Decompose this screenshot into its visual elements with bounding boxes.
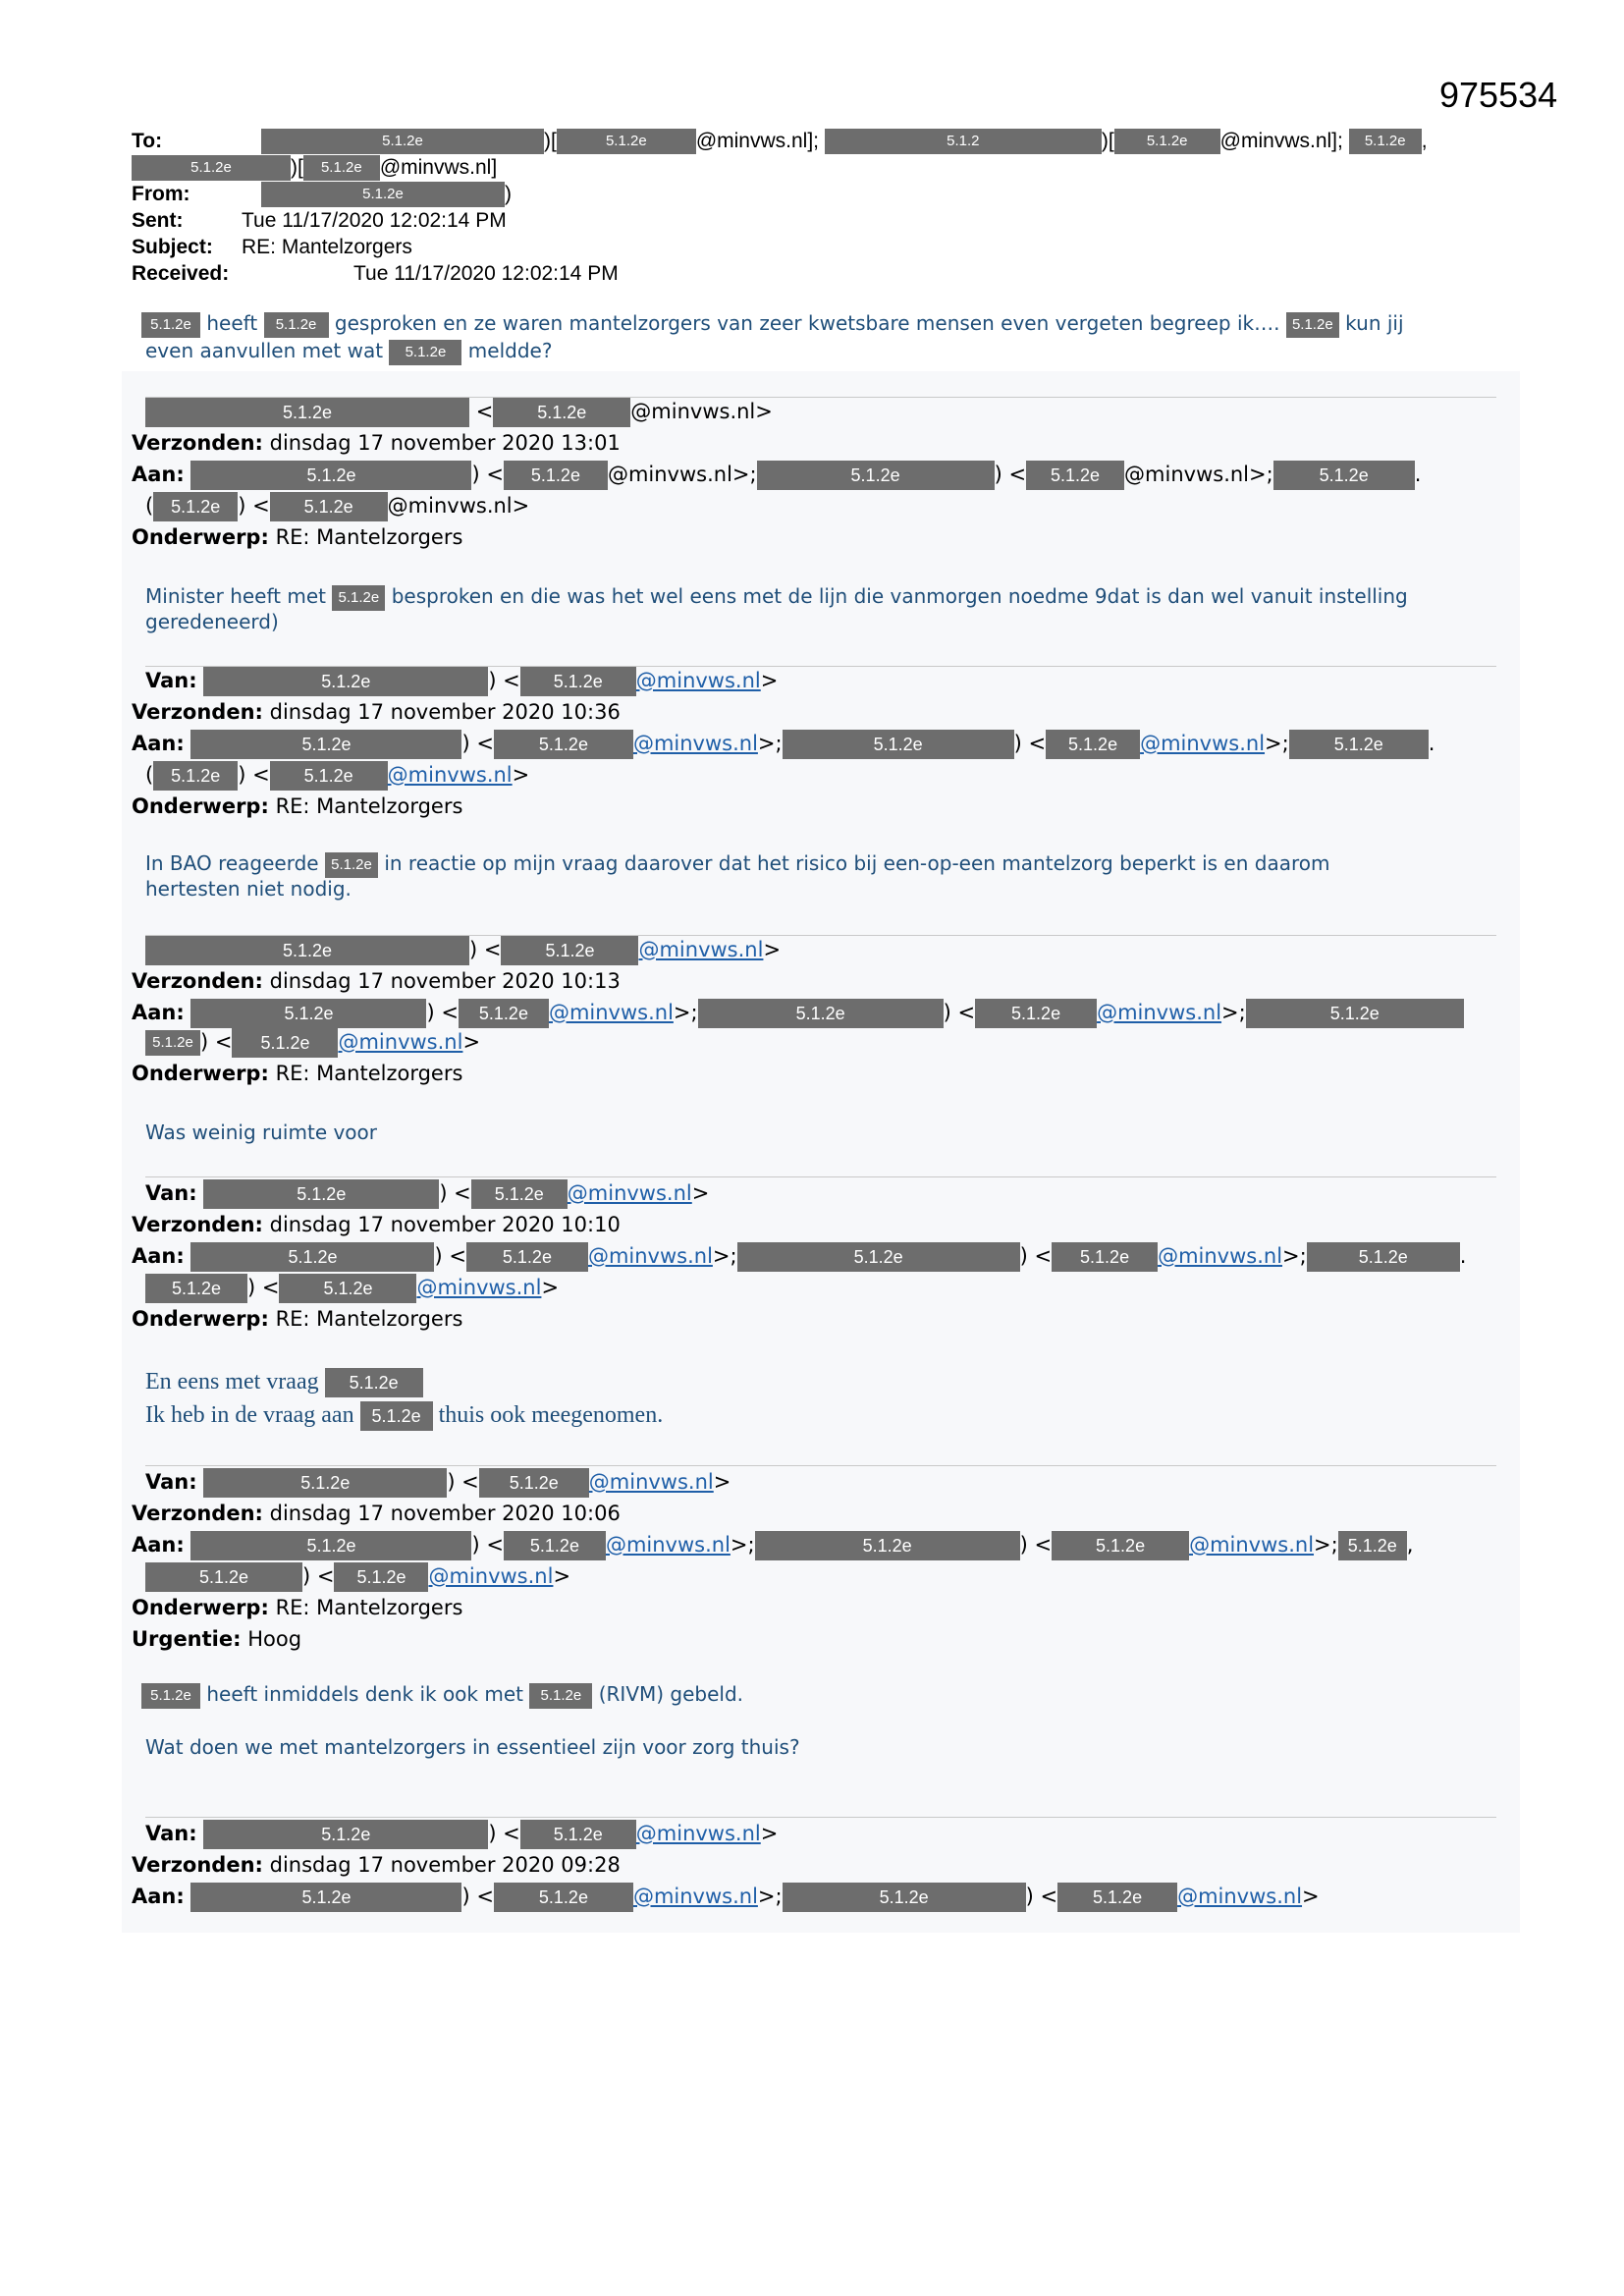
- redaction: 5.1.2: [825, 129, 1102, 154]
- redaction: 5.1.2e: [145, 1030, 200, 1056]
- redaction: 5.1.2e: [203, 1179, 439, 1209]
- separator: [145, 1465, 1496, 1466]
- from-row: From: 5.1.2e ): [132, 181, 1428, 207]
- redaction: 5.1.2e: [153, 492, 238, 521]
- aan-row: Aan: 5.1.2e ) < 5.1.2e @minvws.nl>; 5.1.2e ) < 5.1.2e @minvws.nl>: [132, 1882, 1320, 1912]
- redaction: 5.1.2e: [504, 461, 608, 490]
- redaction: 5.1.2e: [783, 730, 1014, 759]
- redaction: 5.1.2e: [493, 398, 630, 427]
- redaction: 5.1.2e: [501, 936, 638, 965]
- redaction: 5.1.2e: [145, 1562, 302, 1592]
- message-body: Wat doen we met mantelzorgers in essentieel zijn voor zorg thuis?: [145, 1735, 800, 1759]
- redaction: 5.1.2e: [459, 999, 549, 1028]
- message-body: 5.1.2e heeft 5.1.2e gesproken en ze waren mantelzorgers van zeer kwetsbare mensen even vergeten begreep ik…. 5.1.2e kun jij: [141, 310, 1404, 338]
- redaction: 5.1.2e: [153, 761, 238, 791]
- verzonden-row: Verzonden: dinsdag 17 november 2020 10:10: [132, 1213, 621, 1236]
- message-body: Minister heeft met 5.1.2e besproken en die was het wel eens met de lijn die vanmorgen noedme 9dat is dan wel vanuit instelling: [145, 583, 1408, 611]
- redaction: 5.1.2e: [737, 1242, 1020, 1272]
- aan-row: Aan: 5.1.2e ) < 5.1.2e @minvws.nl>; 5.1.2e ) < 5.1.2e @minvws.nl>; 5.1.2e ,: [132, 1530, 1413, 1560]
- redaction: 5.1.2e: [279, 1274, 416, 1303]
- redaction: 5.1.2e: [190, 730, 461, 759]
- redaction: 5.1.2e: [145, 398, 469, 427]
- verzonden-row: Verzonden: dinsdag 17 november 2020 10:13: [132, 969, 621, 993]
- redaction: 5.1.2e: [132, 155, 291, 181]
- redaction: 5.1.2e: [520, 667, 636, 696]
- van-row: 5.1.2e < 5.1.2e @minvws.nl>: [145, 397, 773, 427]
- aan-row-cont: 5.1.2e ) < 5.1.2e @minvws.nl>: [145, 1561, 570, 1592]
- separator: [145, 1176, 1496, 1177]
- aan-row-cont: 5.1.2e ) < 5.1.2e @minvws.nl>: [145, 1273, 559, 1303]
- message-body: Was weinig ruimte voor: [145, 1121, 378, 1144]
- export-header: [132, 128, 1428, 287]
- message-body: En eens met vraag 5.1.2e: [145, 1367, 423, 1397]
- redaction: 5.1.2e: [1046, 730, 1140, 759]
- redaction: 5.1.2e: [698, 999, 944, 1028]
- redaction: 5.1.2e: [1273, 461, 1415, 490]
- urgentie-row: Urgentie: Hoog: [132, 1627, 302, 1651]
- redaction: 5.1.2e: [270, 492, 388, 521]
- redaction: 5.1.2e: [203, 667, 488, 696]
- redaction: 5.1.2e: [520, 1820, 636, 1849]
- aan-row-cont: ( 5.1.2e ) < 5.1.2e @minvws.nl>: [145, 760, 529, 791]
- aan-row: Aan: 5.1.2e ) < 5.1.2e @minvws.nl>; 5.1.2e ) < 5.1.2e @minvws.nl>; 5.1.2e .: [132, 460, 1421, 490]
- redaction: 5.1.2e: [975, 999, 1097, 1028]
- redaction: 5.1.2e: [1057, 1883, 1177, 1912]
- van-row: Van: 5.1.2e ) < 5.1.2e @minvws.nl>: [145, 1178, 709, 1209]
- redaction: 5.1.2e: [360, 1401, 433, 1431]
- redaction: 5.1.2e: [190, 461, 471, 490]
- redaction: 5.1.2e: [141, 312, 200, 338]
- redaction: 5.1.2e: [261, 182, 505, 207]
- aan-row-cont: 5.1.2e ) < 5.1.2e @minvws.nl>: [145, 1027, 480, 1058]
- redaction: 5.1.2e: [504, 1531, 606, 1560]
- onderwerp-row: Onderwerp: RE: Mantelzorgers: [132, 794, 463, 818]
- onderwerp-row: Onderwerp: RE: Mantelzorgers: [132, 1062, 463, 1085]
- redaction: 5.1.2e: [270, 761, 388, 791]
- onderwerp-row: Onderwerp: RE: Mantelzorgers: [132, 1307, 463, 1331]
- sent-row: Sent: Tue 11/17/2020 12:02:14 PM: [132, 209, 507, 232]
- redaction: 5.1.2e: [557, 129, 696, 154]
- message-body: even aanvullen met wat 5.1.2e meldde?: [145, 338, 552, 365]
- to-row: To: 5.1.2e )[ 5.1.2e @minvws.nl]; 5.1.2 )[ 5.1.2e @minvws.nl]; 5.1.2e ,: [132, 128, 1428, 154]
- subject-row: Subject: RE: Mantelzorgers: [132, 236, 412, 258]
- verzonden-row: Verzonden: dinsdag 17 november 2020 10:36: [132, 700, 621, 724]
- redaction: 5.1.2e: [1289, 730, 1429, 759]
- to-row-cont: 5.1.2e )[ 5.1.2e @minvws.nl]: [132, 154, 1428, 181]
- redaction: 5.1.2e: [145, 936, 469, 965]
- redaction: 5.1.2e: [471, 1179, 568, 1209]
- redaction: 5.1.2e: [203, 1468, 447, 1498]
- redaction: 5.1.2e: [479, 1468, 589, 1498]
- aan-row: Aan: 5.1.2e ) < 5.1.2e @minvws.nl>; 5.1.2e ) < 5.1.2e @minvws.nl>; 5.1.2e .: [132, 729, 1435, 759]
- redaction: 5.1.2e: [1114, 129, 1220, 154]
- verzonden-row: Verzonden: dinsdag 17 november 2020 13:01: [132, 431, 621, 455]
- verzonden-row: Verzonden: dinsdag 17 november 2020 09:28: [132, 1853, 621, 1877]
- redaction: 5.1.2e: [755, 1531, 1020, 1560]
- redaction: 5.1.2e: [757, 461, 995, 490]
- redaction: 5.1.2e: [325, 1368, 423, 1397]
- redaction: 5.1.2e: [1307, 1242, 1460, 1272]
- message-body: hertesten niet nodig.: [145, 877, 352, 901]
- redaction: 5.1.2e: [1286, 312, 1339, 338]
- redaction: 5.1.2e: [1338, 1531, 1407, 1560]
- van-row: Van: 5.1.2e ) < 5.1.2e @minvws.nl>: [145, 1819, 778, 1849]
- message-body: Ik heb in de vraag aan 5.1.2e thuis ook meegenomen.: [145, 1400, 663, 1431]
- redaction: 5.1.2e: [1052, 1531, 1189, 1560]
- verzonden-row: Verzonden: dinsdag 17 november 2020 10:06: [132, 1502, 621, 1525]
- redaction: 5.1.2e: [1052, 1242, 1158, 1272]
- redaction: 5.1.2e: [190, 999, 426, 1028]
- aan-row-cont: ( 5.1.2e ) < 5.1.2e @minvws.nl>: [145, 491, 529, 521]
- received-row: Received: Tue 11/17/2020 12:02:14 PM: [132, 262, 619, 285]
- redaction: 5.1.2e: [332, 585, 385, 611]
- redaction: 5.1.2e: [145, 1274, 247, 1303]
- van-row: 5.1.2e ) < 5.1.2e @minvws.nl>: [145, 935, 781, 965]
- redaction: 5.1.2e: [334, 1562, 428, 1592]
- redaction: 5.1.2e: [190, 1242, 434, 1272]
- redaction: 5.1.2e: [494, 730, 633, 759]
- aan-row: Aan: 5.1.2e ) < 5.1.2e @minvws.nl>; 5.1.2e ) < 5.1.2e @minvws.nl>; 5.1.2e .: [132, 1241, 1466, 1272]
- message-body: In BAO reageerde 5.1.2e in reactie op mijn vraag daarover dat het risico bij een-op-een mantelzorg beperkt is en daarom: [145, 850, 1329, 878]
- aan-row: Aan: 5.1.2e ) < 5.1.2e @minvws.nl>; 5.1.2e ) < 5.1.2e @minvws.nl>; 5.1.2e: [132, 998, 1464, 1028]
- redaction: 5.1.2e: [261, 129, 544, 154]
- redaction: 5.1.2e: [141, 1683, 200, 1709]
- redaction: 5.1.2e: [303, 155, 380, 181]
- redaction: 5.1.2e: [466, 1242, 588, 1272]
- redaction: 5.1.2e: [232, 1028, 338, 1058]
- redaction: 5.1.2e: [203, 1820, 488, 1849]
- redaction: 5.1.2e: [325, 852, 378, 878]
- van-row: Van: 5.1.2e ) < 5.1.2e @minvws.nl>: [145, 1467, 731, 1498]
- message-body: geredeneerd): [145, 610, 279, 633]
- message-body: 5.1.2e heeft inmiddels denk ik ook met 5.1.2e (RIVM) gebeld.: [141, 1681, 743, 1709]
- redaction: 5.1.2e: [783, 1883, 1026, 1912]
- separator: [145, 1817, 1496, 1818]
- redaction: 5.1.2e: [389, 340, 461, 365]
- redaction: 5.1.2e: [1246, 999, 1464, 1028]
- redaction: 5.1.2e: [264, 312, 329, 338]
- onderwerp-row: Onderwerp: RE: Mantelzorgers: [132, 1596, 463, 1619]
- redaction: 5.1.2e: [190, 1531, 471, 1560]
- redaction: 5.1.2e: [494, 1883, 633, 1912]
- redaction: 5.1.2e: [190, 1883, 461, 1912]
- van-row: Van: 5.1.2e ) < 5.1.2e @minvws.nl>: [145, 666, 778, 696]
- redaction: 5.1.2e: [1349, 129, 1422, 154]
- onderwerp-row: Onderwerp: RE: Mantelzorgers: [132, 525, 463, 549]
- redaction: 5.1.2e: [1026, 461, 1124, 490]
- redaction: 5.1.2e: [529, 1683, 592, 1709]
- document-number: 975534: [1439, 75, 1558, 115]
